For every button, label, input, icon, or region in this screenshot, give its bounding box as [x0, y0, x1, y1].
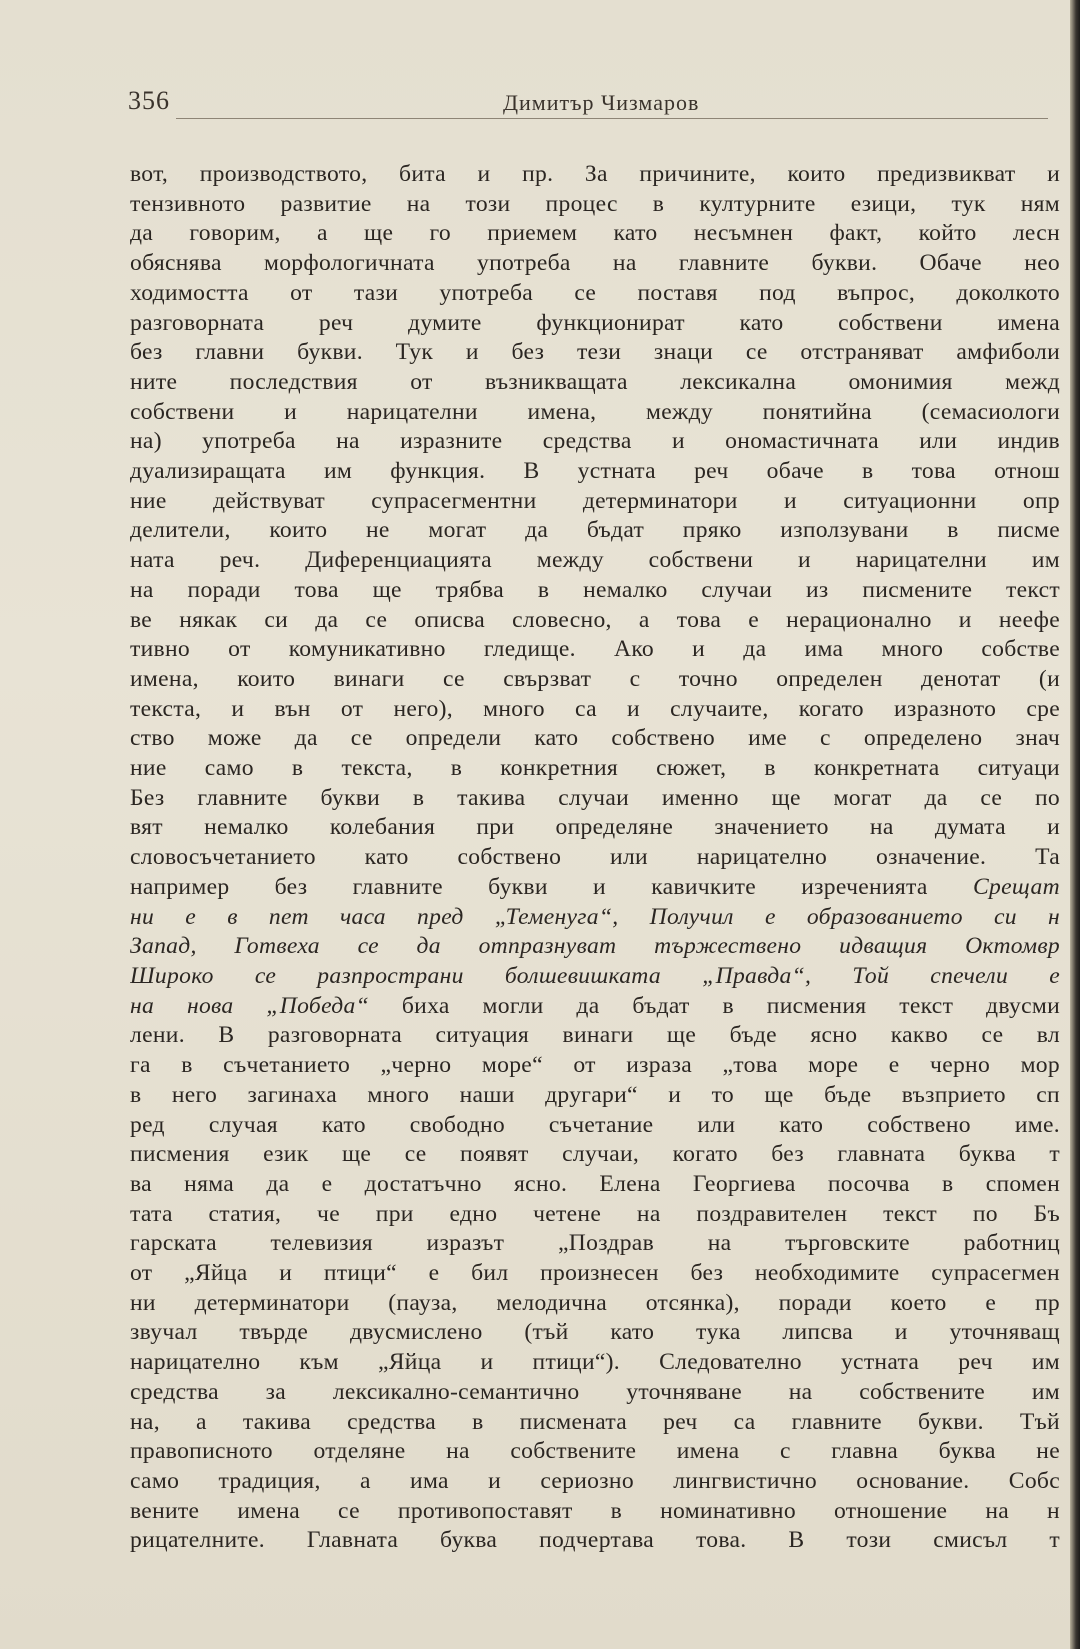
text-line: на поради това ще трябва в немалко случаи из писмените текст: [130, 576, 1060, 603]
text-line: правописното отделяне на собствените имена с главна буква не: [130, 1438, 1060, 1465]
text-line: собствени и нарицателни имена, между понятийна (семасиологи: [130, 398, 1060, 425]
text-line-italic: Широко се разпространи болшевишката „Правда“, Той спечели е: [130, 962, 1060, 989]
text-line: тензивното развитие на този процес в културните езици, тук ням: [130, 190, 1060, 217]
running-title: Димитър Чизмаров: [503, 90, 700, 115]
text-line-mixed: [130, 873, 1060, 903]
text-line: нарицателно към „Яйца и птици“). Следователно устната реч им: [130, 1349, 1060, 1376]
text-line-italic: Запад, Готвеха се да отпразнуват тържествено идващия Октомвр: [130, 933, 1060, 960]
text-line: ред случая като свободно съчетание или като собствено име.: [130, 1111, 1060, 1138]
text-line: дуализиращата им функция. В устната реч обаче в това отнош: [130, 458, 1060, 485]
text-line: ните последствия от възникващата лексикална омонимия межд: [130, 368, 1060, 395]
text-line: словосъчетанието като собствено или нарицателно означение. Та: [130, 844, 1060, 871]
text-line: без главни букви. Тук и без тези знаци се отстраняват амфиболи: [130, 339, 1060, 366]
text-italic-part: Срещат: [972, 873, 1060, 900]
page-header: [128, 86, 1048, 126]
text-line: рицателните. Главната буква подчертава това. В този смисъл т: [130, 1527, 1060, 1554]
text-line: лени. В разговорната ситуация винаги ще бъде ясно какво се вл: [130, 1022, 1060, 1049]
text-line: тата статия, че при едно четене на поздравителен текст по Бъ: [130, 1200, 1060, 1227]
text-line-mixed: [130, 992, 1060, 1022]
text-line: само традиция, а има и сериозно лингвистично основание. Собс: [130, 1467, 1060, 1494]
text-line: текста, и вън от него), много са и случаите, когато изразното сре: [130, 695, 1060, 722]
text-line: ва няма да е достатъчно ясно. Елена Георгиева посочва в спомен: [130, 1170, 1060, 1197]
text-line: разговорната реч думите функционират като собствени имена: [130, 309, 1060, 336]
text-line-italic: ни е в пет часа пред „Теменуга“, Получил е образованието си н: [130, 903, 1060, 930]
text-line: вот, производството, бита и пр. За причините, които предизвикват и: [130, 161, 1060, 187]
text-line: писмения език ще се появят случаи, когато без главната буква т: [130, 1141, 1060, 1168]
text-line: средства за лексикално-семантично уточняване на собствените им: [130, 1378, 1060, 1405]
text-line: ство може да се определи като собствено име с определено знач: [130, 725, 1060, 752]
text-line: Без главните букви в такива случаи именно ще могат да се по: [130, 784, 1060, 811]
text-line: га в съчетанието „черно море“ от израза „това море е черно мор: [130, 1052, 1060, 1079]
text-line: ние действуват супрасегментни детерминатори и ситуационни опр: [130, 487, 1060, 514]
page-number: 356: [128, 86, 170, 115]
text-regular-part: например без главните букви и кавичките изреченията: [130, 873, 973, 900]
text-line: обяснява морфологичната употреба на главните букви. Обаче нео: [130, 250, 1060, 277]
header-rule: [176, 118, 1048, 119]
text-line: тивно от комуникативно гледище. Ако и да има много собстве: [130, 636, 1060, 663]
text-line: гарската телевизия изразът „Поздрав на търговските работниц: [130, 1230, 1060, 1257]
text-line: ната реч. Диференциацията между собствени и нарицателни им: [130, 547, 1060, 574]
text-line: звучал твърде двусмислено (тъй като тука липсва и уточняващ: [130, 1319, 1060, 1346]
text-regular-part: биха могли да бъдат в писмения текст двусми: [369, 992, 1060, 1019]
text-line: да говорим, а ще го приемем като несъмнен факт, който лесн: [130, 220, 1060, 247]
text-line: вят немалко колебания при определяне значението на думата и: [130, 814, 1060, 841]
text-line: ве някак си да се описва словесно, а това е нерационално и неефе: [130, 606, 1060, 633]
text-line: от „Яйца и птици“ е бил произнесен без необходимите супрасегмен: [130, 1260, 1060, 1287]
text-line: вените имена се противопоставят в номинативно отношение на н: [130, 1497, 1060, 1524]
text-line: на, а такива средства в писмената реч са главните букви. Тъй: [130, 1408, 1060, 1435]
text-line: на) употреба на изразните средства и ономастичната или индив: [130, 428, 1060, 455]
body-text: [130, 160, 1060, 1556]
text-italic-part: на нова „Победа“: [130, 992, 370, 1019]
book-spine-shadow: [1070, 0, 1080, 1649]
text-line: ни детерминатори (пауза, мелодична отсянка), поради което е пр: [130, 1289, 1060, 1316]
text-line: ние само в текста, в конкретния сюжет, в конкретната ситуаци: [130, 755, 1060, 782]
text-line: делители, които не могат да бъдат пряко използувани в писме: [130, 517, 1060, 544]
text-line: в него загинаха много наши другари“ и то ще бъде възприето сп: [130, 1081, 1060, 1108]
text-line: ходимостта от тази употреба се поставя под въпрос, доколкото: [130, 279, 1060, 306]
text-line: имена, които винаги се свързват с точно определен денотат (и: [130, 665, 1060, 692]
